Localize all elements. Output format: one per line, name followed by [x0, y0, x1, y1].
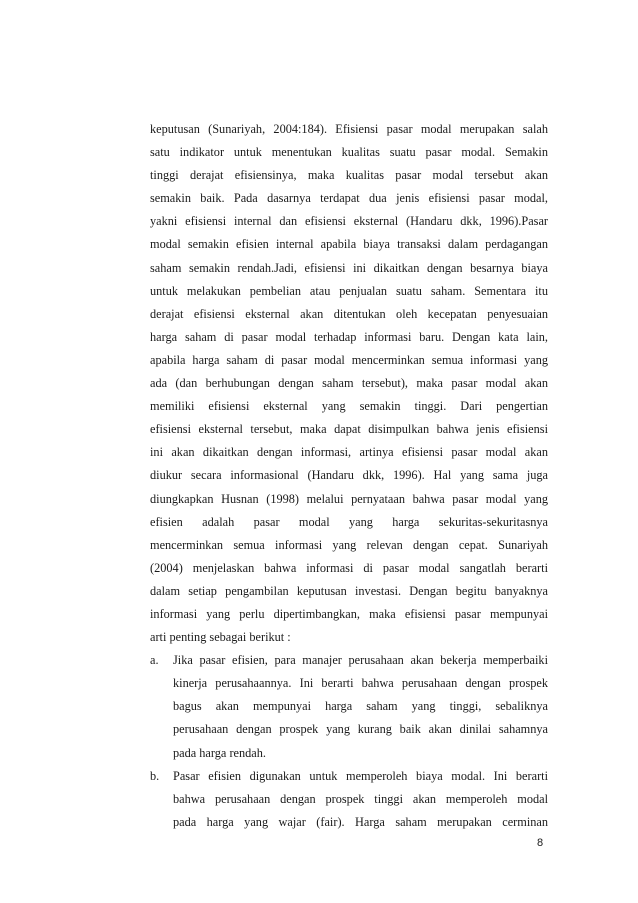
- text-line: (2004) menjelaskan bahwa informasi di pasar modal sangatlah berarti: [150, 560, 548, 575]
- text-line: informasi yang perlu dipertimbangkan, maka efisiensi pasar mempunyai: [150, 606, 548, 621]
- text-line: ini akan dikaitkan dengan informasi, artinya efisiensi pasar modal akan: [150, 445, 548, 460]
- paragraph: [150, 118, 548, 649]
- text-line: bahwa perusahaan dengan prospek tinggi akan memperoleh modal: [173, 791, 548, 806]
- text-line: pada harga yang wajar (fair). Harga saham merupakan cerminan: [173, 814, 548, 829]
- text-line: keputusan (Sunariyah, 2004:184). Efisiensi pasar modal merupakan salah: [150, 122, 548, 136]
- list-item-b: [150, 765, 548, 834]
- text-line: Jika pasar efisien, para manajer perusahaan akan bekerja memperbaiki: [173, 653, 548, 668]
- text-line: Pasar efisien digunakan untuk memperoleh biaya modal. Ini berarti: [173, 768, 548, 783]
- text-line: bagus akan mempunyai harga saham yang tinggi, sebaliknya: [173, 699, 548, 714]
- text-line: apabila harga saham di pasar modal mencerminkan semua informasi yang: [150, 352, 548, 367]
- text-line: tinggi derajat efisiensinya, maka kualitas pasar modal tersebut akan: [150, 168, 548, 183]
- list-marker: b.: [150, 768, 160, 783]
- text-line: pada harga rendah.: [173, 745, 266, 760]
- text-line: modal semakin efisien internal apabila biaya transaksi dalam perdagangan: [150, 237, 548, 252]
- text-line: harga saham di pasar modal terhadap informasi baru. Dengan kata lain,: [150, 329, 548, 344]
- page-number: 8: [537, 837, 544, 849]
- body-text: [150, 118, 548, 834]
- list-marker: a.: [150, 653, 159, 668]
- list-item-a: [150, 649, 548, 764]
- text-line: arti penting sebagai berikut :: [150, 630, 291, 645]
- text-line: mencerminkan semua informasi yang relevan dengan cepat. Sunariyah: [150, 537, 548, 552]
- text-line: dalam setiap pengambilan keputusan investasi. Dengan begitu banyaknya: [150, 583, 548, 598]
- text-line: semakin baik. Pada dasarnya terdapat dua jenis efisiensi pasar modal,: [150, 191, 548, 206]
- text-line: efisien adalah pasar modal yang harga sekuritas-sekuritasnya: [150, 514, 548, 529]
- text-line: derajat efisiensi eksternal akan ditentukan oleh kecepatan penyesuaian: [150, 306, 548, 321]
- text-line: satu indikator untuk menentukan kualitas suatu pasar modal. Semakin: [150, 145, 548, 160]
- text-line: ada (dan berhubungan dengan saham tersebut), maka pasar modal akan: [150, 376, 548, 391]
- text-line: saham semakin rendah.Jadi, efisiensi ini dikaitkan dengan besarnya biaya: [150, 260, 548, 275]
- text-line: untuk melakukan pembelian atau penjualan suatu saham. Sementara itu: [150, 283, 548, 298]
- text-line: diungkapkan Husnan (1998) melalui pernyataan bahwa pasar modal yang: [150, 491, 548, 506]
- text-line: memiliki efisiensi eksternal yang semakin tinggi. Dari pengertian: [150, 399, 548, 414]
- text-line: perusahaan dengan prospek yang kurang baik akan dinilai sahamnya: [173, 722, 548, 737]
- text-line: efisiensi eksternal tersebut, maka dapat disimpulkan bahwa jenis efisiensi: [150, 422, 548, 437]
- text-line: yakni efisiensi internal dan efisiensi eksternal (Handaru dkk, 1996).Pasar: [150, 214, 548, 229]
- text-line: diukur secara informasional (Handaru dkk, 1996). Hal yang sama juga: [150, 468, 548, 483]
- text-line: kinerja perusahaannya. Ini berarti bahwa perusahaan dengan prospek: [173, 676, 548, 691]
